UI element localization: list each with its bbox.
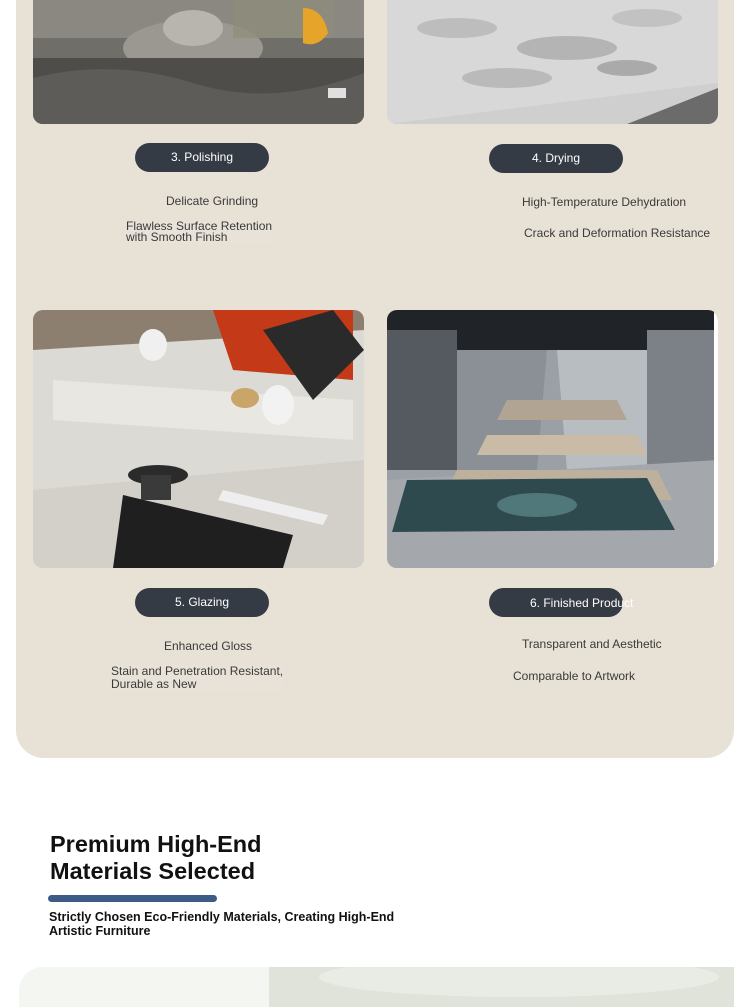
step-4-note-1: High-Temperature Dehydration (522, 195, 687, 209)
step-6-note-1: Transparent and Aesthetic (522, 637, 662, 651)
glazing-photo (33, 310, 364, 568)
section-subtitle: Strictly Chosen Eco-Friendly Materials, Creating High-End Artistic Furniture (49, 910, 395, 938)
step-4-note-2: Crack and Deformation Resistance (524, 226, 711, 240)
step-5-label: 5. Glazing (135, 588, 269, 617)
section-title-line-1: Premium High-End (50, 831, 262, 857)
step-5-note-1: Enhanced Gloss (164, 639, 253, 653)
step-3-note-2: Flawless Surface Retention with Smooth Finish (126, 219, 273, 244)
step-6-label: 6. Finished Product (489, 588, 623, 617)
step-3-note-1: Delicate Grinding (166, 194, 259, 208)
polishing-photo (33, 0, 364, 124)
step-3-label: 3. Polishing (135, 143, 269, 172)
title-accent-bar (48, 895, 217, 902)
step-4-label: 4. Drying (489, 144, 623, 173)
materials-photo (19, 967, 734, 1007)
step-5-note-2: Stain and Penetration Resistant, Durable as New (111, 664, 284, 691)
drying-photo (387, 0, 718, 124)
finished-product-photo (387, 310, 718, 568)
section-title-line-2: Materials Selected (50, 858, 256, 884)
section-title (50, 831, 262, 885)
step-6-note-2: Comparable to Artwork (513, 669, 636, 683)
